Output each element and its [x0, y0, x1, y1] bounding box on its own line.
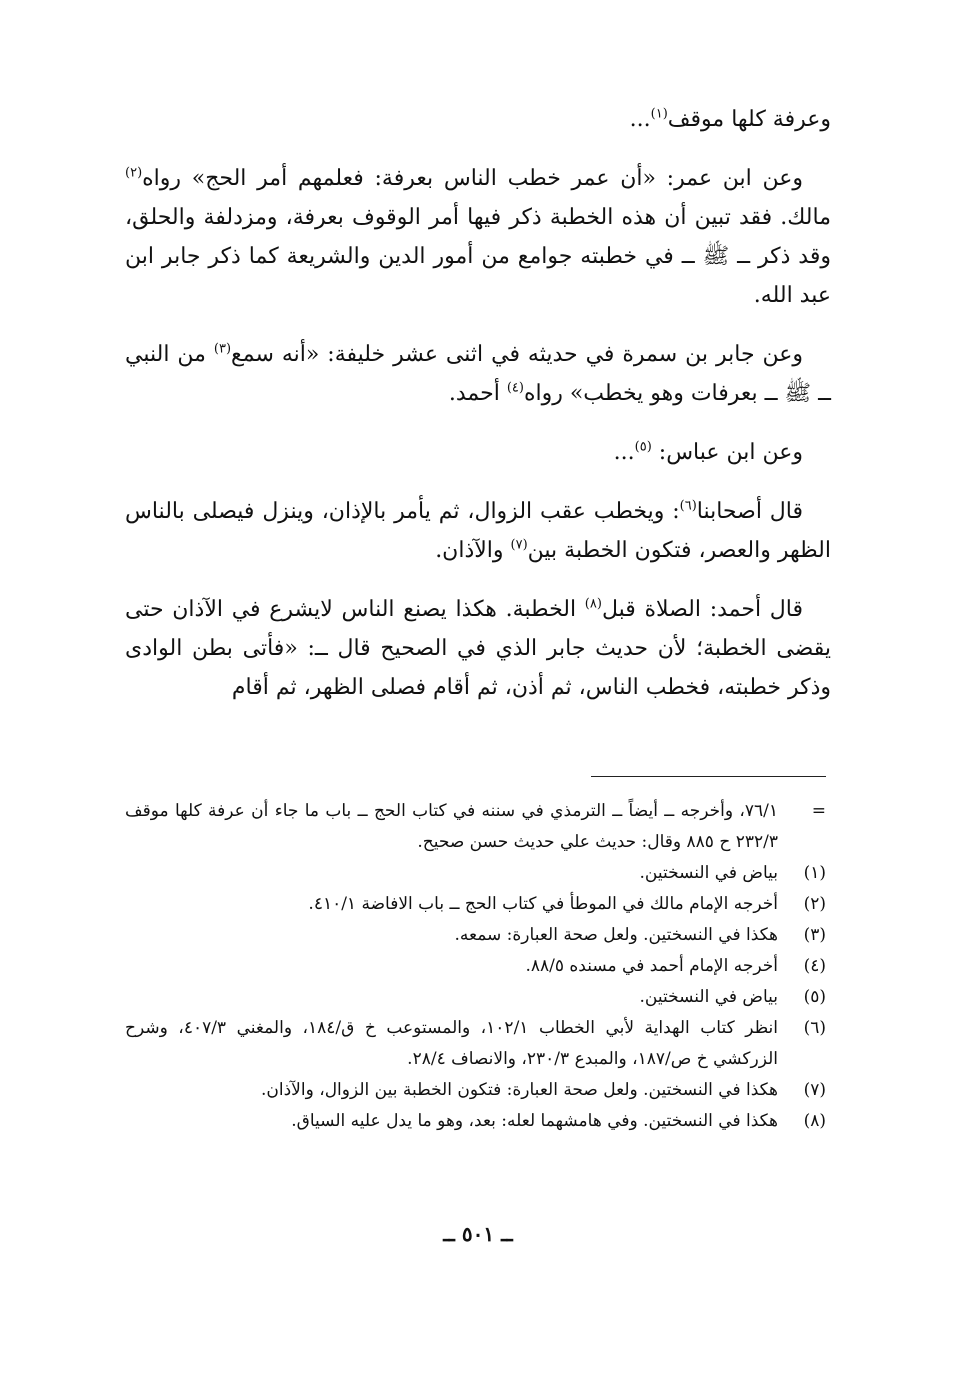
footnote-number: (١) [803, 863, 826, 883]
footnote-text: أخرجه الإمام أحمد في مسنده ٨٨/٥. [525, 956, 778, 976]
footnote-text: هكذا في النسختين. وفي هامشهما لعله: بعد، وهو ما يدل عليه السياق. [291, 1111, 778, 1131]
footnote-8 [125, 1106, 826, 1137]
footnote-separator [591, 776, 826, 777]
paragraph-text: ... [629, 107, 651, 132]
footnote-text: هكذا في النسختين. ولعل صحة العبارة: فتكون الخطبة بين الزوال، والآذان. [261, 1080, 778, 1100]
footnotes [125, 796, 826, 1137]
footnote-number: (٧) [803, 1080, 826, 1100]
footnote-text: بياض في النسختين. [639, 863, 778, 883]
footnote-text: بياض في النسختين. [639, 987, 778, 1007]
footnote-6 [125, 1013, 826, 1075]
paragraph-text: ... [613, 440, 635, 465]
footnote-1 [125, 858, 826, 889]
footnote-ref-8: (٨) [584, 596, 602, 612]
paragraph-1 [125, 100, 831, 139]
paragraph-text: قال أحمد: الصلاة قبل [601, 597, 804, 622]
paragraph-2 [125, 159, 831, 315]
continuation-mark: = [811, 801, 826, 821]
paragraph-text: الخطبة. هكذا يصنع الناس لايشرع في الآذان حتى يقضى الخطبة؛ لأن حديث جابر الذي في الصحيح قال ــ: «فأتى بطن الوادى وذكر خطبته، فخطب الناس، ثم أذن، ثم أقام فصلى الظهر، ثم أقام [125, 597, 831, 700]
footnote-ref-5: (٥) [634, 439, 652, 455]
footnote-ref-6: (٦) [679, 498, 697, 514]
footnote-text: هكذا في النسختين. ولعل صحة العبارة: سمعه. [454, 925, 778, 945]
paragraph-text: والآذان. [435, 538, 511, 563]
footnote-text: أخرجه الإمام مالك في الموطأ في كتاب الحج ــ باب الافاضة ٤١٠/١. [308, 894, 778, 914]
page-number: ــ ٥٠١ ــ [443, 1222, 513, 1246]
footnote-3 [125, 920, 826, 951]
footnote-text: انظر كتاب الهداية لأبي الخطاب ١٠٢/١، والمستوعب خ ق/١٨٤، والمغني ٤٠٧/٣، وشرح الزركشي خ ص/١٨٧، والمبدع ٢٣٠/٣، والانصاف ٢٨/٤. [125, 1018, 778, 1069]
paragraph-text: وعن ابن عباس: [651, 440, 803, 465]
footnote-number: (٦) [803, 1018, 826, 1038]
main-text [125, 100, 831, 727]
footnote-ref-7: (٧) [510, 537, 528, 553]
paragraph-5 [125, 492, 831, 570]
footnote-text: ٧٦/١، وأخرجه ــ أيضاً ــ الترمذي في سننه في كتاب الحج ــ باب ما جاء أن عرفة كلها موقف ٢٣٢/٣ ح ٨٨٥ وقال: حديث علي حديث حسن صحيح. [125, 801, 778, 852]
footnote-number: (٢) [803, 894, 826, 914]
footnote-number: (٣) [803, 925, 826, 945]
footnote-number: (٨) [803, 1111, 826, 1131]
footnote-2 [125, 889, 826, 920]
footnote-ref-1: (١) [650, 106, 668, 122]
paragraph-text: وعن ابن عمر: «أن عمر خطب الناس بعرفة: فعلمهم أمر الحج» رواه [142, 166, 803, 191]
paragraph-text: قال أصحابنا [696, 499, 804, 524]
footnote-ref-4: (٤) [506, 380, 524, 396]
paragraph-text: وعرفة كلها موقف [667, 107, 831, 132]
footnote-continued [125, 796, 826, 858]
paragraph-3 [125, 335, 831, 413]
paragraph-text: وعن جابر بن سمرة في حديثه في اثنى عشر خليفة: «أنه سمع [231, 342, 803, 367]
footnote-5 [125, 982, 826, 1013]
paragraph-text: من النبي ــ ﷺ ــ بعرفات وهو يخطب» رواه [125, 342, 831, 406]
paragraph-text: أحمد. [448, 381, 507, 406]
paragraph-text: مالك. فقد تبين أن هذه الخطبة ذكر فيها أمر الوقوف بعرفة، ومزدلفة والحلق، وقد ذكر ــ ﷺ ــ في خطبته جوامع من أمور الدين والشريعة كما ذكر جابر ابن عبد الله. [125, 205, 831, 308]
footnote-4 [125, 951, 826, 982]
paragraph-text: : ويخطب عقب الزوال، ثم يأمر بالإذان، وينزل فيصلى بالناس الظهر والعصر، فتكون الخطبة بين [125, 499, 831, 563]
footnote-number: (٥) [803, 987, 826, 1007]
footnote-number: (٤) [803, 956, 826, 976]
paragraph-6 [125, 590, 831, 707]
paragraph-4 [125, 433, 831, 472]
footnote-ref-2: (٢) [125, 165, 143, 181]
footnote-7 [125, 1075, 826, 1106]
footnote-ref-3: (٣) [213, 341, 232, 357]
